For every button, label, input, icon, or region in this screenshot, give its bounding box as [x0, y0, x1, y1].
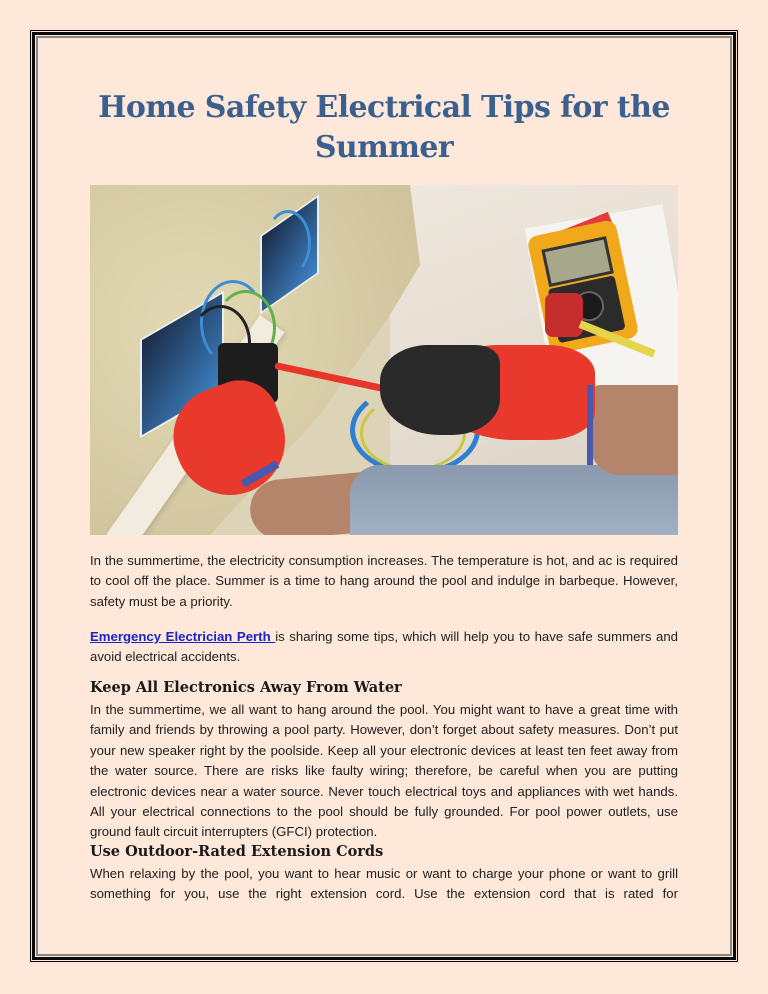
hero-image	[90, 185, 678, 535]
right-glove-fingers	[380, 345, 500, 435]
right-arm	[590, 385, 678, 475]
wire-blue-upper	[265, 210, 311, 276]
shirt-sleeve	[350, 465, 678, 535]
right-glove-cuff	[587, 385, 593, 465]
intro-text: In the summertime, the electricity consumption increases. The temperature is hot, and ac is required to cool off the place. Summer is a time to hang around the pool and indulge in barbeque. However, safety must be a priority.	[90, 553, 678, 609]
section-body-water	[90, 700, 678, 843]
link-paragraph	[90, 627, 678, 668]
section-text-water: In the summertime, we all want to hang around the pool. You might want to have a great time with family and friends by throwing a pool party. However, don’t forget about safety measures. Don’t put your new speaker right by the poolside. Keep all your electronic devices at least ten feet away from the water source. There are risks like faulty wiring; therefore, be careful when you are putting electronic devices near a water source. Never touch electrical toys and appliances with wet hands. All your electrical connections to the pool should be fully grounded. For pool power outlets, use ground fault circuit interrupters (GFCI) protection.	[90, 702, 678, 840]
section-body-extension-cords	[90, 864, 678, 905]
tape-measure	[545, 293, 583, 337]
section-heading-extension-cords: Use Outdoor-Rated Extension Cords	[90, 843, 384, 860]
page-title: Home Safety Electrical Tips for the Summer	[98, 90, 670, 165]
link-paragraph-rest: is sharing some tips, which will help you to have safe summers and avoid electrical accidents.	[90, 629, 678, 665]
section-heading-water: Keep All Electronics Away From Water	[90, 679, 402, 696]
link-paragraph-text	[90, 627, 678, 668]
emergency-electrician-link[interactable]: Emergency Electrician Perth	[90, 629, 276, 644]
section-text-extension-cords: When relaxing by the pool, you want to hear music or want to charge your phone or want to grill something for you, use the right extension cord. Use the extension cord that is rated for	[90, 866, 678, 902]
intro-paragraph	[90, 551, 678, 612]
